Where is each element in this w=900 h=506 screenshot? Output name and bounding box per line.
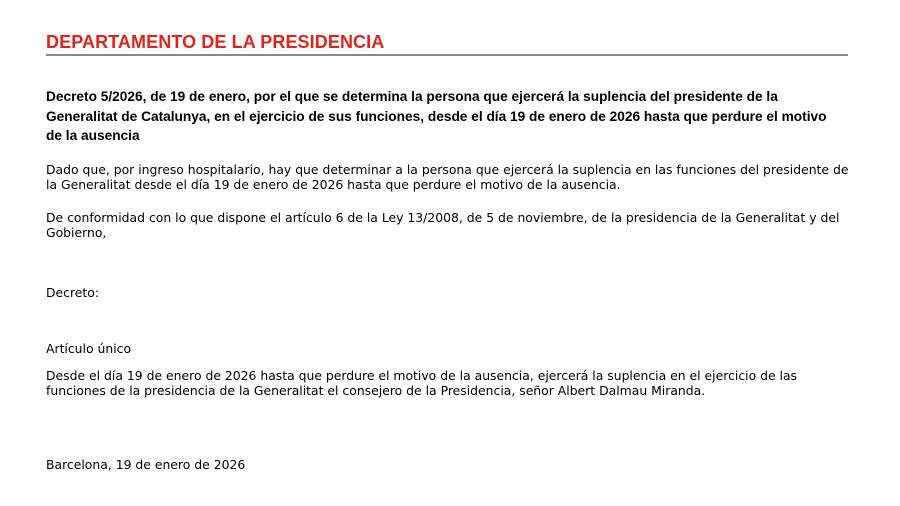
signature-line: Barcelona, 19 de enero de 2026 <box>46 457 246 472</box>
department-title: DEPARTAMENTO DE LA PRESIDENCIA <box>46 32 385 52</box>
decree-heading: Decreto 5/2026, de 19 de enero, por el que se determina la persona que ejercerá la suplencia del presidente de la Generalitat de Catalunya, en el ejercicio de sus funciones, desde el día 19 de enero de 2026 hasta que perdure el motivo de la ausencia <box>46 89 827 143</box>
conformity-paragraph: De conformidad con lo que dispone el artículo 6 de la Ley 13/2008, de 5 de noviembre, de la presidencia de la Generalitat y del Gobierno, <box>46 210 840 240</box>
decreto-label: Decreto: <box>46 285 100 300</box>
article-body: Desde el día 19 de enero de 2026 hasta que perdure el motivo de la ausencia, ejercerá la suplencia en el ejercicio de las funciones de la presidencia de la Generalitat el consejero de la Presidencia, señor Albert Dalmau Miranda. <box>46 368 798 398</box>
article-title: Artículo único <box>46 341 132 356</box>
title-divider <box>46 54 848 56</box>
intro-paragraph: Dado que, por ingreso hospitalario, hay que determinar a la persona que ejercerá la suplencia en las funciones del presidente de la Generalitat desde el día 19 de enero de 2026 hasta que perdure el motivo de la ausencia. <box>46 162 849 192</box>
